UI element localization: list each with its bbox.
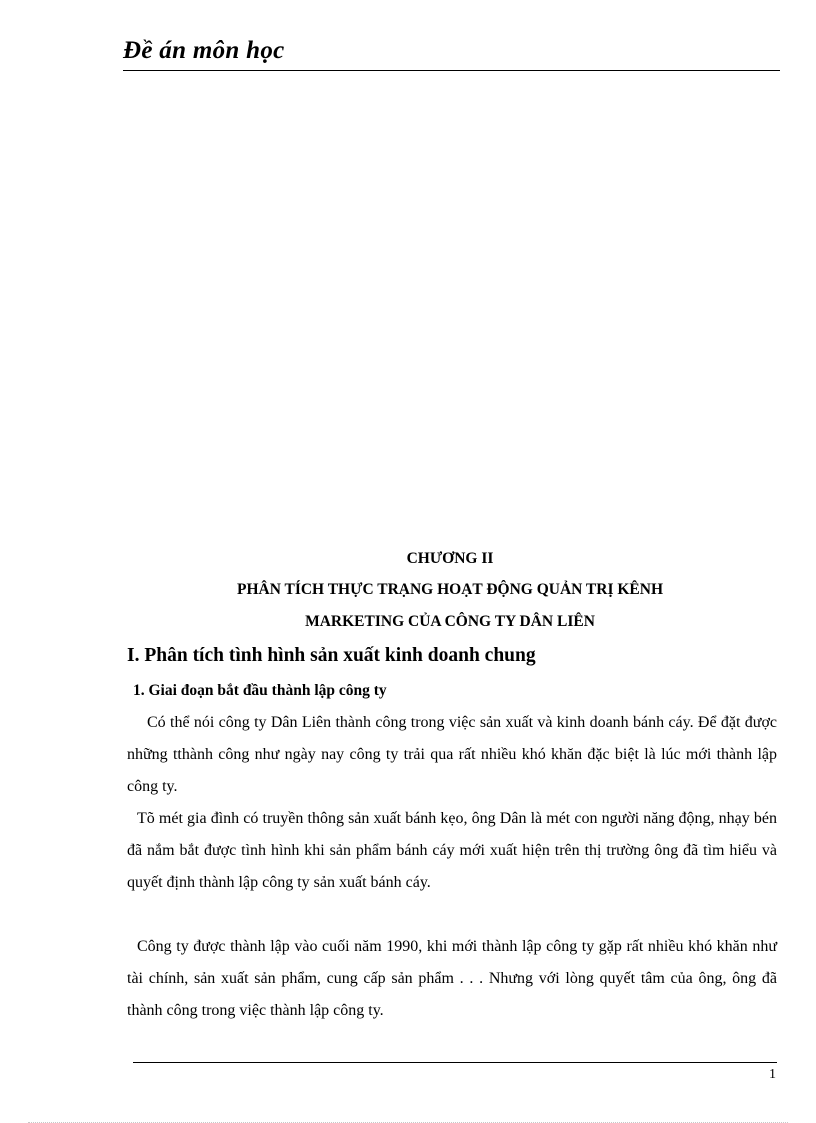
chapter-title-line-2: MARKETING CỦA CÔNG TY DÂN LIÊN xyxy=(305,613,595,630)
chapter-number: CHƯƠNG II xyxy=(406,550,494,567)
page-number: 1 xyxy=(769,1067,776,1082)
footer-divider xyxy=(133,1062,777,1063)
body-paragraph-1: Có thể nói công ty Dân Liên thành công trong việc sản xuất và kinh doanh bánh cáy. Để đặt được những tthành công như ngày nay công ty trải qua rất nhiều khó khăn đặc biệt là lúc mới thành lập công ty. xyxy=(127,714,777,795)
body-paragraph-3: Công ty được thành lập vào cuối năm 1990, khi mới thành lập công ty gặp rất nhiều khó khăn như tài chính, sản xuất sản phẩm, cung cấp sản phẩm . . . Nhưng với lòng quyết tâm của ông, ông đã thành công trong việc thành lập công ty. xyxy=(127,938,777,1019)
subsection-heading: 1. Giai đoạn bắt đầu thành lập công ty xyxy=(133,682,387,699)
chapter-title-line-1: PHÂN TÍCH THỰC TRẠNG HOẠT ĐỘNG QUẢN TRỊ KÊNH xyxy=(236,581,664,598)
body-paragraph-2: Tõ mét gia đình có truyền thông sản xuất bánh kẹo, ông Dân là mét con người năng động, nhạy bén đã nắm bắt được tình hình khi sản phẩm bánh cáy mới xuất hiện trên thị trường ông đã tìm hiểu và quyết định thành lập công ty sản xuất bánh cáy. xyxy=(127,810,777,891)
header-divider xyxy=(123,70,780,71)
section-heading: I. Phân tích tình hình sản xuất kinh doanh chung xyxy=(127,645,536,666)
document-header-title: Đề án môn học xyxy=(123,37,285,64)
